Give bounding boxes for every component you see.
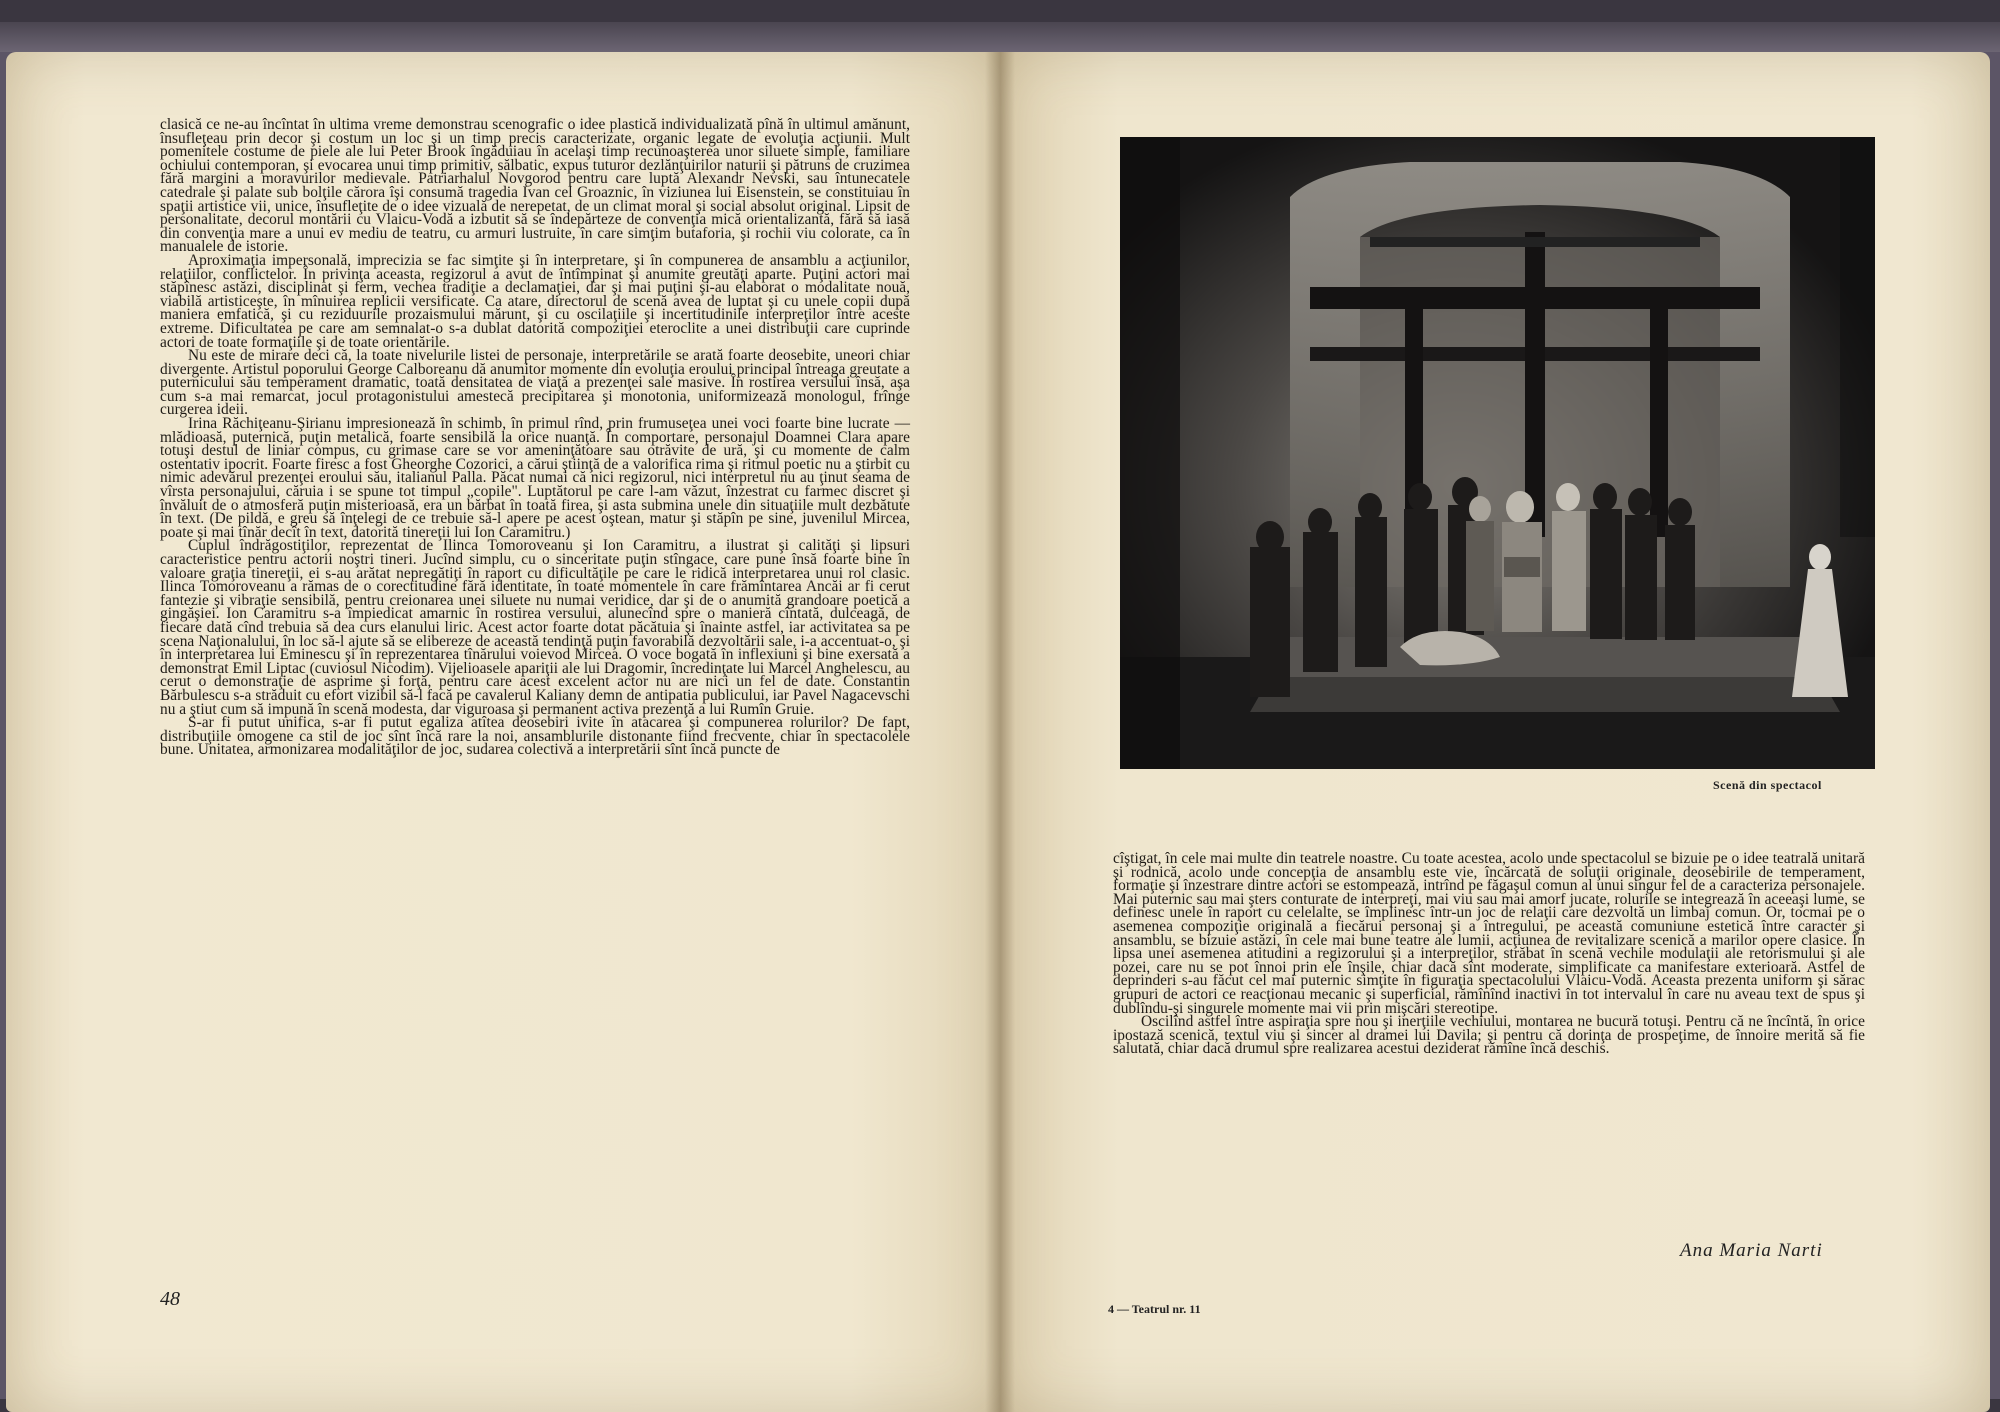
book-gutter bbox=[985, 52, 1015, 1412]
photo-caption: Scenă din spectacol bbox=[1713, 778, 1822, 792]
right-page-article-text bbox=[1113, 852, 1865, 1056]
paragraph: Aproximaţia impersonală, imprecizia se fac simţite şi în interpretare, şi în compunerea de ansamblu a acţiunilor, relaţiilor, conflictelor. În privinţa aceasta, regizorul a avut de întîmpinat şi anumite greutăţi aparte. Puţini actori mai stăpînesc astăzi, disciplinat şi ferm, vechea tradiţie a declamaţiei, dar şi mai puţini şi-au elaborat o modalitate nouă, viabilă artisticeşte, în mînuirea replicii versificate. Ca atare, directorul de scenă avea de luptat şi cu unele copii după maniera emfatică, şi cu reziduurile prozaismului mărunt, şi cu oscilaţiile şi incertitudinile interpreţilor între aceste extreme. Dificultatea pe care am semnalat-o s-a dublat datorită compoziţiei eteroclite a unei distribuţii care cuprinde actori de toate formaţiile şi de toate orientările. bbox=[160, 251, 910, 351]
page-number: 48 bbox=[160, 1288, 180, 1310]
paragraph: S-ar fi putut unifica, s-ar fi putut egaliza atîtea deosebiri ivite în atacarea şi compunerea rolurilor? De fapt, distribuţiile omogene ca stil de joc sînt încă rare la noi, ansamblurile distonante fiind frecvente, chiar în spectacolele bune. Unitatea, armonizarea modalităţilor de joc, sudarea colectivă a interpretării sînt încă puncte de bbox=[160, 714, 910, 759]
page-footer: 4 — Teatrul nr. 11 bbox=[1108, 1302, 1201, 1316]
author-signature: Ana Maria Narti bbox=[1680, 1240, 1823, 1261]
paragraph: Nu este de mirare deci că, la toate nivelurile listei de personaje, interpretările se arată foarte deosebite, uneori chiar divergente. Artistul poporului George Calboreanu dă anumitor momente din evoluţia eroului principal întreaga greutate a puternicului său temperament dramatic, toată densitatea de viaţă a prezenţei sale masive. În rostirea versului însă, aşa cum s-a mai remarcat, jocul protagonistului amestecă precipitarea şi monotonia, uniformizează monologul, frînge curgerea ideii. bbox=[160, 347, 910, 419]
left-page-article-text bbox=[160, 118, 910, 757]
paragraph: cîştigat, în cele mai multe din teatrele noastre. Cu toate acestea, acolo unde spectacolul se bizuie pe o idee teatrală unitară şi rodnică, acolo unde concepţia de ansamblu este vie, încărcată de soluţii originale, deosebirile de temperament, formaţie şi înzestrare dintre actori se estompează, intrînd pe făgaşul comun al unui singur fel de a caracteriza personajele. Mai puternic sau mai şters conturate de interpreţi, mai viu sau mai amorf jucate, rolurile se integrează în aceeaşi lume, se definesc unele în raport cu celelalte, se împlinesc într-un joc de relaţii care dezvoltă un limbaj comun. Or, tocmai pe o asemenea compoziţie originală a fiecărui personaj şi a întregului, pe această comuniune estetică între caracter şi ansamblu, se bizuie astăzi, în cele mai bune teatre ale lumii, acţiunea de revitalizare scenică a marilor opere clasice. În lipsa unei asemenea atitudini a regizorului şi a interpreţilor, străbat în scenă vechile modulaţii ale retorismului şi ale pozei, care nu se pot înnoi prin ele înşile, chiar dacă sînt moderate, simplificate ca manifestare exterioară. Astfel de deprinderi s-au făcut cel mai puternic simţite în figuraţia spectacolului Vlaicu-Vodă. Aceasta prezenta uniform şi sărac grupuri de actori ce reacţionau mecanic şi superficial, rămînînd inactivi în tot intervalul în care nu aveau text de spus şi dublîndu-şi singurele momente mai vii prin mişcări stereotipe. bbox=[1113, 850, 1865, 1017]
stage-scene-illustration bbox=[1120, 137, 1875, 769]
paragraph: Oscilînd astfel între aspiraţia spre nou şi inerţiile vechiului, montarea ne bucură totuşi. Pentru că ne încîntă, în orice ipostază scenică, textul viu şi sincer al dramei lui Davila; şi pentru că dorinţa de prospeţime, de înnoire merită să fie salutată, chiar dacă drumul spre realizarea acestui deziderat rămîne încă deschis. bbox=[1113, 1013, 1865, 1058]
paragraph: Cuplul îndrăgostiţilor, reprezentat de Ilinca Tomoroveanu şi Ion Caramitru, a ilustrat şi calităţi şi lipsuri caracteristice pentru actorii noştri tineri. Jucînd simplu, cu o sinceritate puţin stîngace, care pune însă foarte bine în valoare graţia tinereţii, ei s-au arătat nepregătiţi în raport cu dificultăţile pe care le ridică interpretarea unui rol clasic. Ilinca Tomoroveanu a rămas de o corectitudine fără identitate, în toate momentele în care frămîntarea Ancăi ar fi cerut fantezie şi vibraţie sensibilă, pentru creionarea unei siluete nu numai veridice, dar şi de o anumită grandoare poetică a gingăşiei. Ion Caramitru s-a împiedicat amarnic în rostirea versului, alunecînd spre o manieră cîntată, dulceagă, de fiecare dată cînd trebuia să dea curs elanului liric. Acest actor foarte dotat păcătuia şi înainte astfel, iar activitatea sa pe scena Naţionalului, în loc să-l ajute să se elibereze de această tendinţă puţin favorabilă dezvoltării sale, i-a accentuat-o, şi în interpretarea lui Eminescu şi în reprezentarea tînărului voievod Mircea. O voce bogată în inflexiuni şi bine exersată a demonstrat Emil Liptac (cuviosul Nicodim). Vijelioasele apariţii ale lui Dragomir, încredinţate lui Marcel Anghelescu, au cerut o demonstraţie de asprime şi forţă, pentru care acest excelent actor nu are nici un fel de date. Constantin Bărbulescu s-a străduit cu efort vizibil să-l facă pe cavalerul Kaliany demn de antipatia publicului, iar Pavel Nagacevschi nu a ştiut cum să impună în scenă modesta, dar viguroasa şi permanent activa prezenţă a lui Rumîn Gruie. bbox=[160, 537, 910, 718]
paragraph: clasică ce ne-au încîntat în ultima vreme demonstrau scenografic o idee plastică individualizată pînă în ultimul amănunt, însufleţeau prin decor şi costum un loc şi un timp precis caracterizate, organic legate de evoluţia acţiunii. Mult pomenitele costume de piele ale lui Peter Brook îngăduiau în acelaşi timp recunoaşterea unor siluete simple, familiare ochiului contemporan, şi evocarea unui timp primitiv, sălbatic, expus tuturor dezlănţuirilor naturii şi pătruns de cruzimea fără margini a moravurilor medievale. Patriarhalul Novgorod pentru care luptă Alexandr Nevski, sau întunecatele catedrale şi palate sub bolţile cărora îşi consumă tragedia Ivan cel Groaznic, în viziunea lui Eisenstein, se constituiau în spaţii artistice vii, unice, însufleţite de o idee vizuală de nerepetat, de un climat moral şi social absolut original. Lipsit de personalitate, decorul montării cu Vlaicu-Vodă a izbutit să se îndepărteze de convenţia mică orientalizantă, fără să iasă din convenţia mare a unui ev mediu de teatru, cu armuri lustruite, în care simţim butaforia, şi rochii viu colorate, ca în manualele de istorie. bbox=[160, 116, 910, 256]
book-cover-edge bbox=[0, 22, 2000, 52]
paragraph: Irina Răchiţeanu-Şirianu impresionează în schimb, în primul rînd, prin frumuseţea unei voci foarte bine lucrate — mlădioasă, puternică, puţin metalică, foarte sensibilă la orice nuanţă. În comportare, personajul Doamnei Clara apare totuşi destul de liniar compus, cu grimase care se vor ameninţătoare sau otrăvite de ură, şi cu momente de calm ostentativ ipocrit. Foarte firesc a fost Gheorghe Cozorici, a cărui ştiinţă de a valorifica rima şi ritmul poetic nu a ştirbit cu nimic adevărul prezenţei eroului său, italianul Palla. Păcat numai că nici regizorul, nici interpretul nu au ţinut seama de vîrsta personajului, căruia i se spune tot timpul „copile". Luptătorul pe care l-am văzut, înzestrat cu farmec discret şi învăluit de o atmosferă puţin misterioasă, era un bărbat în toată firea, şi asta submina unele din situaţiile mult dezbătute în text. (De pildă, e greu să înţelegi de ce trebuie să-l apere pe acest oştean, matur şi stăpîn pe sine, juvenilul Mircea, poate şi mai tînăr decît în text, datorită tinereţii lui Ion Caramitru.) bbox=[160, 415, 910, 541]
stage-scene-photo bbox=[1120, 137, 1875, 769]
